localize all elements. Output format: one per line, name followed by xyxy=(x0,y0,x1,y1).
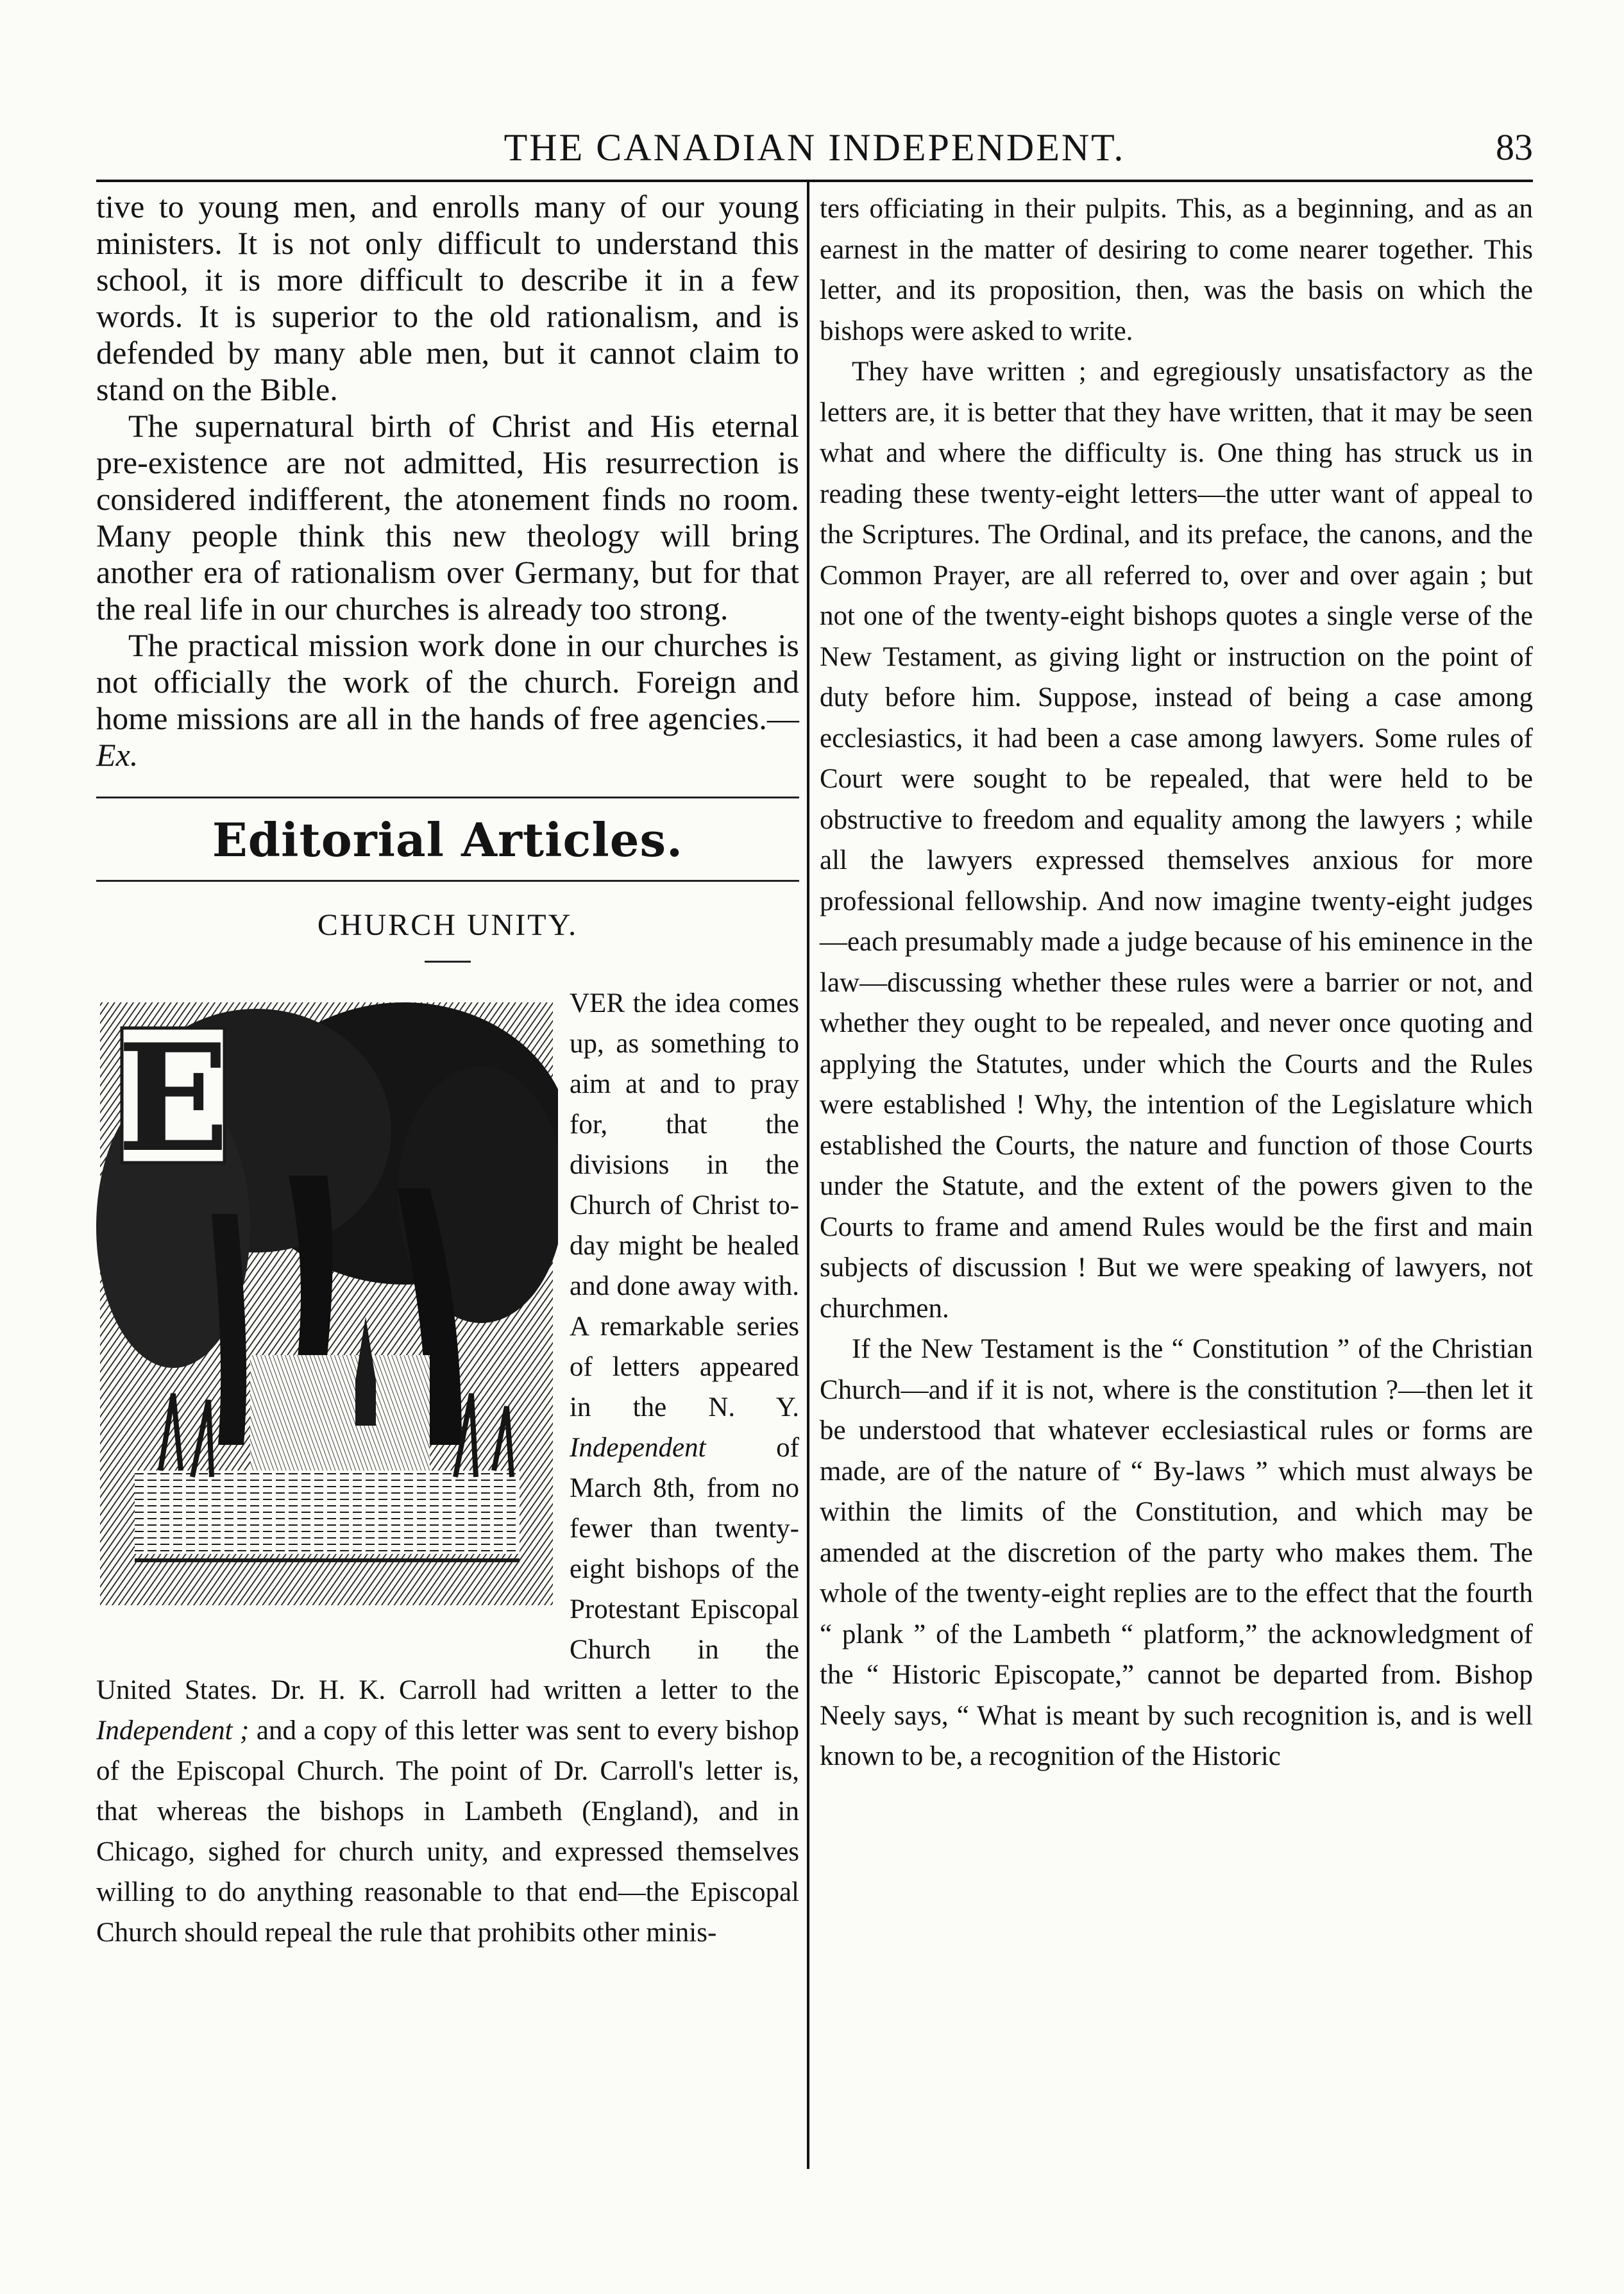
svg-text:E: E xyxy=(117,1012,230,1185)
article-title: CHURCH UNITY. xyxy=(317,908,579,942)
section-separator-top xyxy=(96,797,799,798)
article-italic-1: Independent xyxy=(570,1433,706,1463)
section-separator-bottom xyxy=(96,880,799,882)
article-text-b: of March 8th, from no fewer than twenty-eight bishops of the Protestant Episcopal Church in the United States. Dr. H. K. Carroll had written a letter to the xyxy=(96,1433,799,1705)
left-paragraph-2: The supernatural birth of Christ and His eternal pre-existence are not admitted, His resurrection is considered indifferent, the atonement finds no room. Many people think this new theology will bring another era of rationalism over Germany, but for that the real life in our churches is already too strong. xyxy=(96,408,799,627)
right-paragraph-2: They have written ; and egregiously unsatisfactory as the letters are, it is better that they have written, that it may be seen what and where the difficulty is. One thing has struck us in reading these twenty-eight letters—the utter want of appeal to the Scriptures. The Ordinal, and its preface, the canons, and the Common Prayer, are all referred to, over and over again ; but not one of the twenty-eight bishops quotes a single verse of the New Testament, as giving light or instruction on the point of duty before him. Suppose, instead of being a case among ecclesiastics, it had been a case among lawyers. Some rules of Court were sought to be repealed, that were held to be obstructive to freedom and equality among the lawyers ; while all the lawyers expressed themselves anxious for more professional fellowship. And now imagine twenty-eight judges—each presumably made a judge because of his eminence in the law—discussing whether these rules were a barrier or not, and whether they ought to be repealed, and never once quoting and applying the Statutes, under which the Courts and the Rules were established ! Why, the intention of the Legislature which established the Courts, the nature and function of those Courts under the Statute, and the extent of the powers given to the Courts to frame and amend Rules would be the first and main subjects of discussion ! But we were speaking of lawyers, not churchmen. xyxy=(820,357,1533,1324)
article-text-c: and a copy of this letter was sent to every bishop of the Episcopal Church. The point of Dr. Carroll's letter is, that whereas the bishops in Lambeth (England), and in Chicago, sighed for church unity, and expressed themselves willing to do anything reasonable to that end—the Episcopal Church should repeal the rule that prohibits other minis- xyxy=(96,1716,799,1948)
article-italic-2: Independent ; xyxy=(96,1716,250,1746)
right-paragraph-1: ters officiating in their pulpits. This, as a beginning, and as an earnest in the matter of desiring to come nearer together. This letter, and its proposition, then, was the basis on which the bishops were asked to write. xyxy=(820,194,1533,346)
article-body xyxy=(96,983,799,1953)
woodcut-trees-icon xyxy=(96,983,558,1624)
section-heading: Editorial Articles. xyxy=(212,813,684,867)
right-paragraph-3: If the New Testament is the “ Constitution ” of the Christian Church—and if it is not, where is the constitution ?—then let it be understood that whatever ecclesiastical rules or forms are made, are of the nature of “ By-laws ” which must always be within the limits of the Constitution, and which may be amended at the discretion of the party who makes them. The whole of the twenty-eight replies are to the effect that the fourth “ plank ” of the Lambeth “ platform,” the acknowledgment of the “ Historic Episcopate,” cannot be departed from. Bishop Neely says, “ What is meant by such recognition is, and is well known to be, a recognition of the Historic xyxy=(820,1334,1533,1771)
left-paragraph-1: tive to young men, and enrolls many of our young ministers. It is not only difficult to understand this school, it is more difficult to describe it in a few words. It is superior to the old rationalism, and is defended by many able men, but it cannot claim to stand on the Bible. xyxy=(96,189,799,407)
column-divider xyxy=(807,181,809,2169)
left-paragraph-3-text: The practical mission work done in our churches is not officially the work of the church. Foreign and home missions are all in the hands of free agencies.— xyxy=(96,627,799,736)
header-rule xyxy=(96,180,1533,182)
source-credit: Ex. xyxy=(96,737,139,773)
title-rule xyxy=(425,961,471,963)
article-text-a: VER the idea comes up, as something to aim at and to pray for, that the divisions in the Church of Christ to-day might be healed and done away with. A remarkable series of letters appeared in the N. Y. xyxy=(570,988,799,1422)
page-number: 83 xyxy=(1496,126,1533,168)
right-column xyxy=(820,189,1533,1777)
running-title: THE CANADIAN INDEPENDENT. xyxy=(503,126,1126,169)
drop-cap-illustration xyxy=(96,983,558,1624)
left-paragraph-3 xyxy=(96,627,799,773)
page-header xyxy=(96,126,1533,183)
left-column xyxy=(96,189,799,1953)
